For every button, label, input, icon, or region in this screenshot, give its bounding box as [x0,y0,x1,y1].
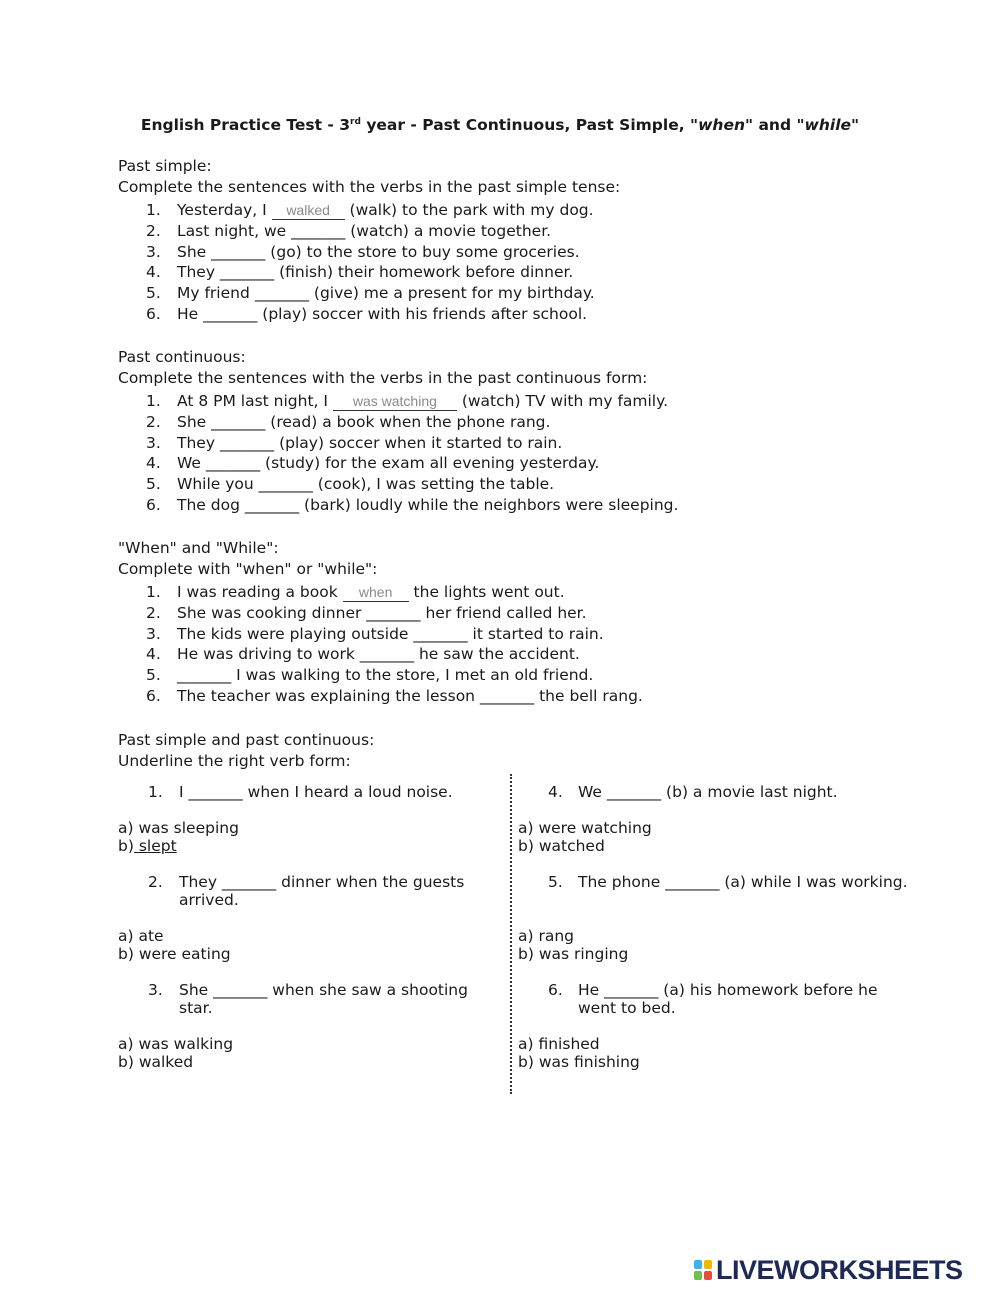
list-item: 5. My friend _______ (give) me a present for my birthday. [146,284,595,303]
list-item: 6. He _______ (play) soccer with his friends after school. [146,304,588,323]
answer-field[interactable]: when [343,584,409,602]
section-past-simple-continuous [118,730,374,772]
option-a[interactable]: a) ate [118,927,164,945]
option-b[interactable]: b) watched [518,837,605,855]
list-item: 6. The teacher was explaining the lesson _______ the bell rang. [146,686,643,705]
section-past-continuous [118,347,678,516]
list-item: 4. They _______ (finish) their homework before dinner. [146,263,574,282]
section-heading: Past simple and past continuous: [118,731,375,749]
list-item: 4. We _______ (study) for the exam all evening yesterday. [146,454,600,473]
logo-icon [693,1259,713,1281]
list-item: 1. I was reading a book when the lights went out. [146,583,565,601]
option-b[interactable]: b) slept [118,837,177,855]
logo-text: LIVEWORKSHEETS [716,1254,963,1285]
option-a[interactable]: a) were watching [518,819,652,837]
list-item: 5. _______ I was walking to the store, I met an old friend. [146,666,594,685]
section-when-while [118,538,643,707]
options [518,819,918,855]
question: 3. She _______ when she saw a shooting star. [148,981,468,1017]
list-item: 5. While you _______ (cook), I was setting the table. [146,475,555,494]
list-item: 2. She _______ (read) a book when the phone rang. [146,412,551,431]
question: 6. He _______ (a) his homework before he went to bed. [548,981,878,1017]
list-item: 3. They _______ (play) soccer when it started to rain. [146,433,563,452]
column-divider [510,774,512,1094]
option-b[interactable]: b) was ringing [518,945,629,963]
option-a[interactable]: a) rang [518,927,575,945]
question: 5. The phone _______ (a) while I was working. [548,873,908,891]
list-item: 1. Yesterday, I walked (walk) to the park with my dog. [146,201,594,219]
section-instruction: Underline the right verb form: [118,752,351,770]
list-item: 1. At 8 PM last night, I was watching (watch) TV with my family. [146,392,669,410]
options [518,927,918,963]
option-b[interactable]: b) walked [118,1053,194,1071]
section-heading: Past continuous: [118,348,246,366]
question: 2. They _______ dinner when the guests arrived. [148,873,465,909]
options [518,1035,918,1071]
option-a[interactable]: a) was walking [118,1035,234,1053]
option-a[interactable]: a) finished [518,1035,600,1053]
list-item: 2. Last night, we _______ (watch) a movie together. [146,221,552,240]
answer-field[interactable]: was watching [333,393,457,411]
list-item: 3. She _______ (go) to the store to buy some groceries. [146,242,580,261]
section-past-simple [118,156,620,325]
liveworksheets-logo [693,1254,963,1285]
section-heading: "When" and "While": [118,539,279,557]
question: 1. I _______ when I heard a loud noise. [148,783,453,801]
right-column [518,783,918,1071]
option-b[interactable]: b) was finishing [518,1053,640,1071]
options [118,927,503,963]
section-heading: Past simple: [118,157,212,175]
section-instruction: Complete the sentences with the verbs in the past continuous form: [118,369,648,387]
options [118,819,503,855]
section-instruction: Complete with "when" or "while": [118,560,378,578]
options [118,1035,503,1071]
option-a[interactable]: a) was sleeping [118,819,239,837]
list-item: 3. The kids were playing outside _______ it started to rain. [146,624,604,643]
list-item: 2. She was cooking dinner _______ her friend called her. [146,603,587,622]
list-item: 4. He was driving to work _______ he saw the accident. [146,645,580,664]
list-item: 6. The dog _______ (bark) loudly while the neighbors were sleeping. [146,495,679,514]
section-instruction: Complete the sentences with the verbs in the past simple tense: [118,178,621,196]
question: 4. We _______ (b) a movie last night. [548,783,838,801]
page-title: English Practice Test - 3rd year - Past Continuous, Past Simple, "when" and "while" [140,116,860,134]
option-b[interactable]: b) were eating [118,945,231,963]
left-column [118,783,503,1071]
answer-field[interactable]: walked [272,202,345,220]
